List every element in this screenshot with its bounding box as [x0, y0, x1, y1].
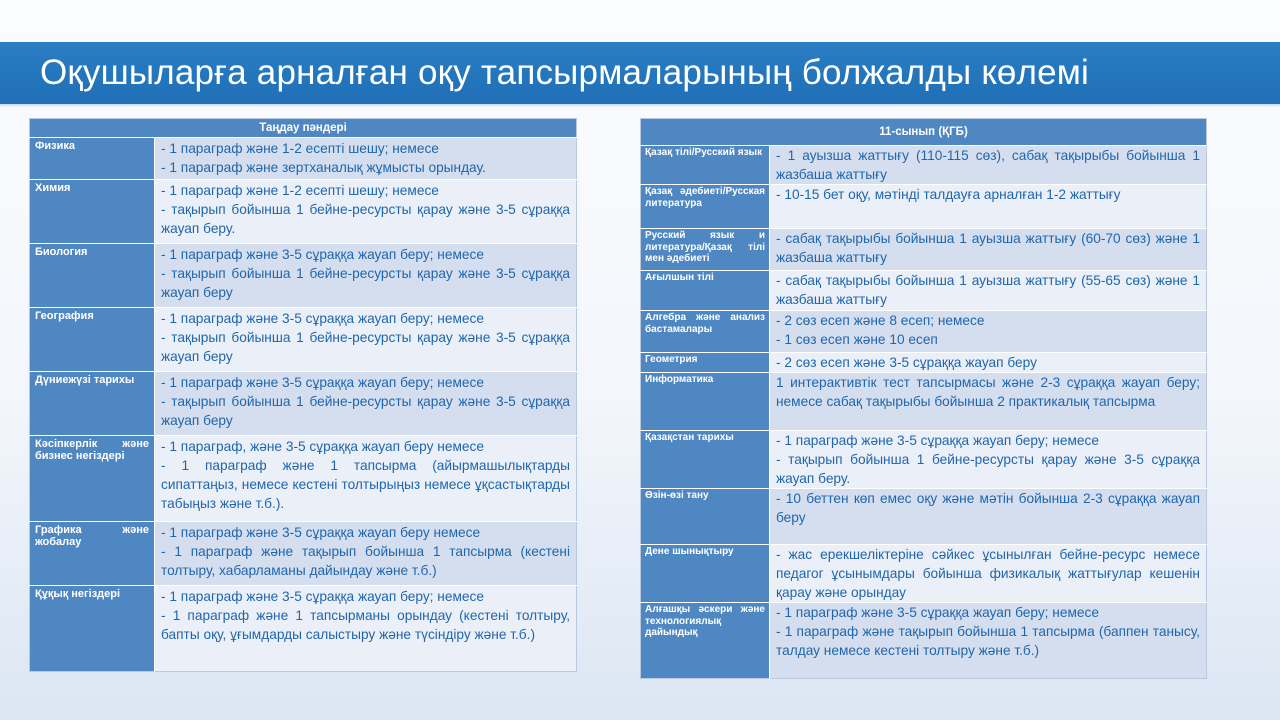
table-row [30, 372, 577, 436]
subject-name: Алғашқы әскери және технологиялық дайындық [641, 603, 770, 679]
subject-name: Ағылшын тілі [641, 271, 770, 311]
table-row [641, 489, 1207, 545]
assignment-description: - 1 параграф және 3-5 сұраққа жауап беру; немесе - тақырып бойынша 1 бейне-ресурсты қарау және 3-5 сұраққа жауап беру [155, 372, 577, 436]
subject-name: Құқық негіздері [30, 586, 155, 672]
table-row [641, 229, 1207, 271]
table-row [30, 522, 577, 586]
table-row [641, 353, 1207, 373]
table-row [641, 603, 1207, 679]
grade-11-subjects-table [640, 118, 1207, 679]
assignment-description: - 2 сөз есеп және 8 есеп; немесе - 1 сөз есеп және 10 есеп [770, 311, 1207, 353]
table-row [641, 373, 1207, 431]
assignment-description: - 1 параграф және 3-5 сұраққа жауап беру; немесе - тақырып бойынша 1 бейне-ресурсты қарау және 3-5 сұраққа жауап беру [155, 244, 577, 308]
assignment-description: - 1 параграф және 1-2 есепті шешу; немесе - 1 параграф және зертханалық жұмысты орындау. [155, 138, 577, 180]
assignment-description: 1 интерактивтік тест тапсырмасы және 2-3 сұраққа жауап беру; немесе сабақ тақырыбы бойынша 2 практикалық тапсырма [770, 373, 1207, 431]
subject-name: Физика [30, 138, 155, 180]
table-row [30, 138, 577, 180]
table-row [30, 436, 577, 522]
page-title: Оқушыларға арналған оқу тапсырмаларының болжалды көлемі [40, 53, 1090, 92]
table-row [641, 185, 1207, 229]
assignment-description: - 1 параграф және 1-2 есепті шешу; немесе - тақырып бойынша 1 бейне-ресурсты қарау және 3-5 сұраққа жауап беру. [155, 180, 577, 244]
title-bar [0, 42, 1280, 104]
table-header: 11-сынып (ҚГБ) [641, 119, 1207, 146]
assignment-description: - 10 беттен көп емес оқу және мәтін бойынша 2-3 сұраққа жауап беру [770, 489, 1207, 545]
table-row [641, 431, 1207, 489]
subject-name: Биология [30, 244, 155, 308]
assignment-description: - 10-15 бет оқу, мәтінді талдауға арналған 1-2 жаттығу [770, 185, 1207, 229]
elective-subjects-table [29, 118, 577, 672]
subject-name: Графика және жобалау [30, 522, 155, 586]
subject-name: Дене шынықтыру [641, 545, 770, 603]
assignment-description: - 1 параграф және 3-5 сұраққа жауап беру; немесе - тақырып бойынша 1 бейне-ресурсты қарау және 3-5 сұраққа жауап беру [155, 308, 577, 372]
subject-name: Химия [30, 180, 155, 244]
table-row [30, 586, 577, 672]
table-row [30, 180, 577, 244]
assignment-description: - жас ерекшеліктеріне сәйкес ұсынылған бейне-ресурс немесе педагог ұсынымдары бойынша физикалық жаттығулар кешенін қарау және орындау [770, 545, 1207, 603]
table-row [641, 146, 1207, 185]
subject-name: Алгебра және анализ бастамалары [641, 311, 770, 353]
subject-name: Информатика [641, 373, 770, 431]
assignment-description: - 2 сөз есеп және 3-5 сұраққа жауап беру [770, 353, 1207, 373]
subject-name: Қазақ тілі/Русский язык [641, 146, 770, 185]
assignment-description: - сабақ тақырыбы бойынша 1 ауызша жаттығу (55-65 сөз) және 1 жазбаша жаттығу [770, 271, 1207, 311]
assignment-description: - сабақ тақырыбы бойынша 1 ауызша жаттығу (60-70 сөз) және 1 жазбаша жаттығу [770, 229, 1207, 271]
table-row [30, 308, 577, 372]
table-row [30, 244, 577, 308]
assignment-description: - 1 параграф және 3-5 сұраққа жауап беру; немесе - тақырып бойынша 1 бейне-ресурсты қарау және 3-5 сұраққа жауап беру. [770, 431, 1207, 489]
subject-name: География [30, 308, 155, 372]
subject-name: Кәсіпкерлік және бизнес негіздері [30, 436, 155, 522]
subject-name: Геометрия [641, 353, 770, 373]
table-header: Таңдау пәндері [30, 119, 577, 138]
subject-name: Дүниежүзі тарихы [30, 372, 155, 436]
table-row [641, 545, 1207, 603]
assignment-description: - 1 параграф және 3-5 сұраққа жауап беру немесе - 1 параграф және тақырып бойынша 1 тапсырма (кестені толтыру, хабарламаны дайындау және т.б.) [155, 522, 577, 586]
subject-name: Өзін-өзі тану [641, 489, 770, 545]
subject-name: Русский язык и литература/Қазақ тілі мен әдебиеті [641, 229, 770, 271]
subject-name: Қазақ әдебиеті/Русская литература [641, 185, 770, 229]
assignment-description: - 1 параграф және 3-5 сұраққа жауап беру; немесе - 1 параграф және тақырып бойынша 1 тапсырма (баппен танысу, талдау немесе кестені толтыру және т.б.) [770, 603, 1207, 679]
table-row [641, 271, 1207, 311]
assignment-description: - 1 параграф, және 3-5 сұраққа жауап беру немесе - 1 параграф және 1 тапсырма (айырмашылықтарды сипаттаңыз, немесе кестені толтырыңыз немесе ұқсастықтарды табыңыз және т.б.). [155, 436, 577, 522]
assignment-description: - 1 параграф және 3-5 сұраққа жауап беру; немесе - 1 параграф және 1 тапсырманы орындау (кестені толтыру, бапты оқу, ұғымдарды салыстыру және түсіндіру және т.б.) [155, 586, 577, 672]
assignment-description: - 1 ауызша жаттығу (110-115 сөз), сабақ тақырыбы бойынша 1 жазбаша жаттығу [770, 146, 1207, 185]
table-row [641, 311, 1207, 353]
subject-name: Қазақстан тарихы [641, 431, 770, 489]
